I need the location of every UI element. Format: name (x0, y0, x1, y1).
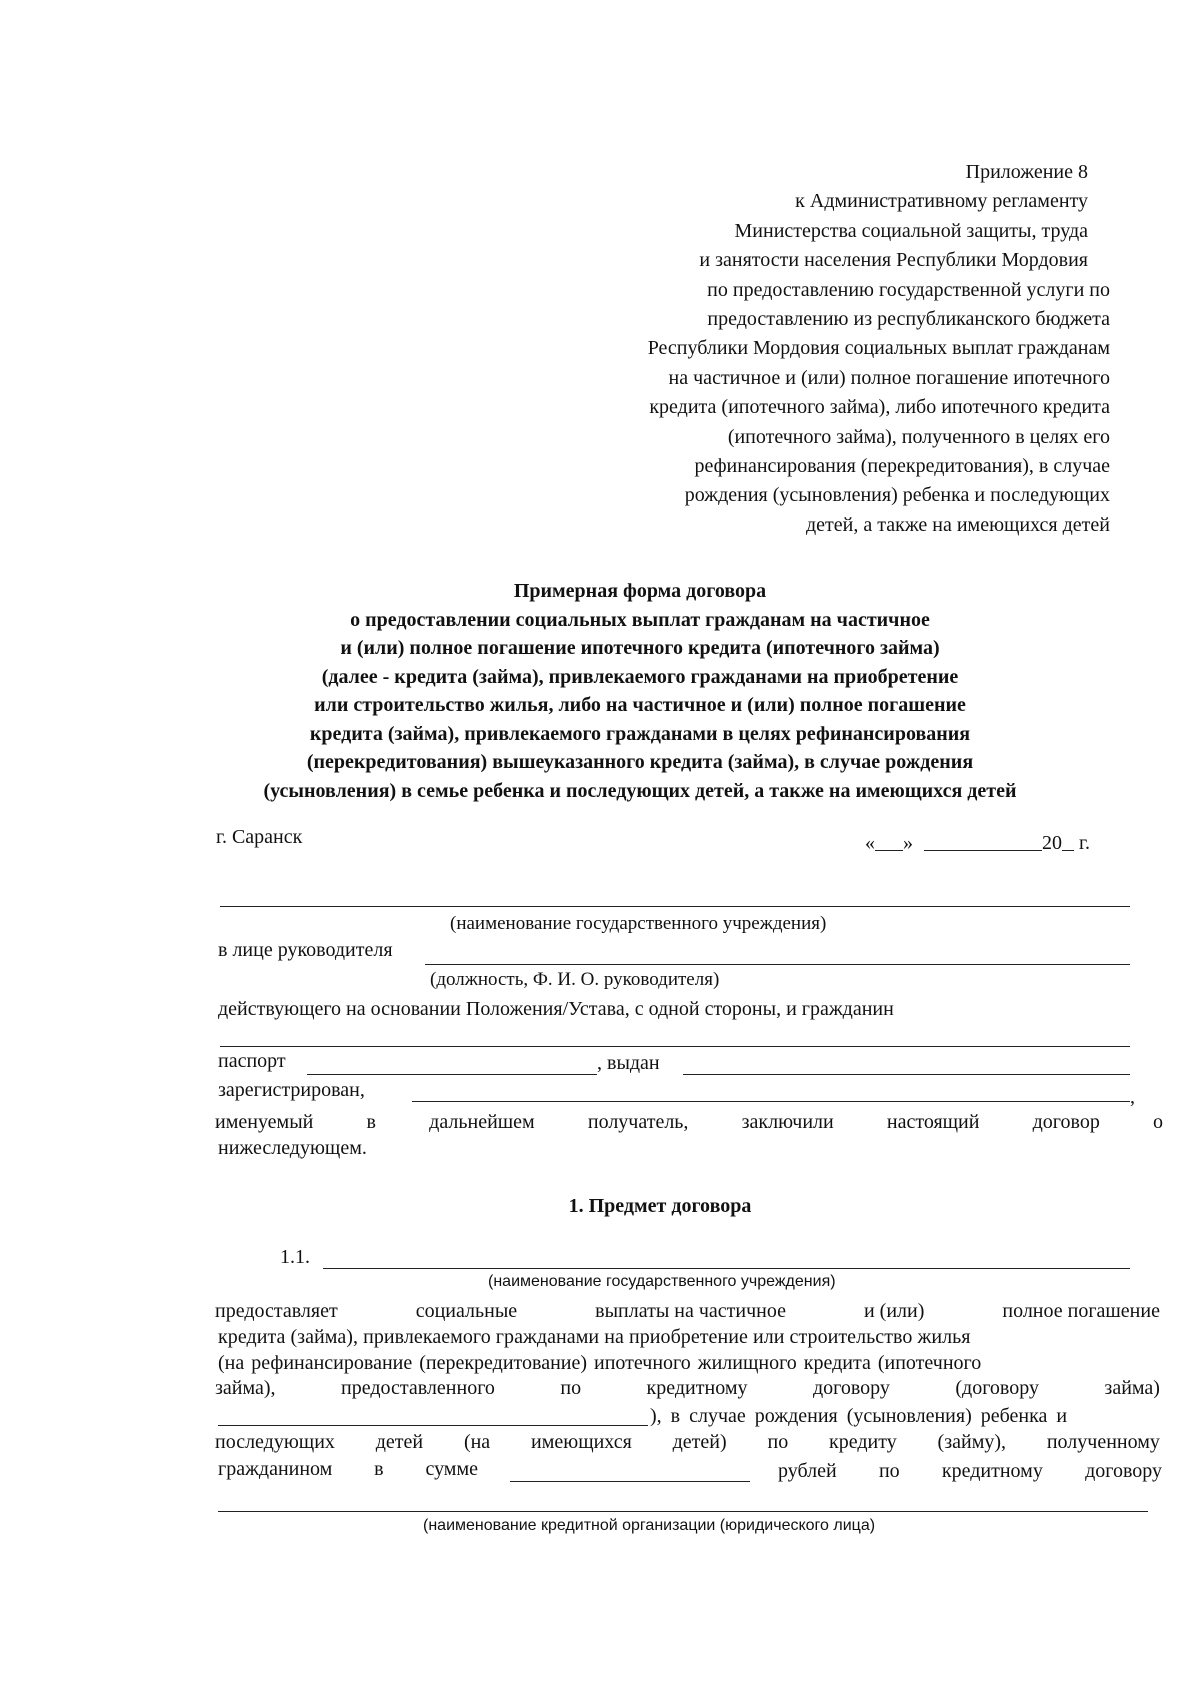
item-word: кредиту (829, 1431, 897, 1453)
appendix-line: рождения (усыновления) ребенка и последующих (684, 484, 1110, 507)
item-line-4 (215, 1377, 1160, 1400)
date-field[interactable] (865, 832, 1090, 855)
item-word: выплаты на частичное (595, 1300, 786, 1322)
item-word: кредитному (941, 1460, 1043, 1482)
title-line: о предоставлении социальных выплат гражданам на частичное (350, 608, 930, 631)
item-line-2: кредита (займа), привлекаемого гражданами на приобретение или строительство жилья (218, 1326, 971, 1348)
item-line-1 (215, 1300, 1160, 1323)
title-line: (перекредитования) вышеуказанного кредита (займа), в случае рождения (306, 751, 974, 773)
appendix-line: рефинансирования (перекредитования), в случае (694, 455, 1110, 478)
named-end: нижеследующем. (218, 1137, 367, 1159)
item-word: сумме (425, 1458, 478, 1480)
place-label: г. Саранск (216, 826, 303, 848)
item-word: (договору (955, 1377, 1039, 1399)
comma-mark: , (1130, 1086, 1135, 1108)
item-line-6 (215, 1431, 1160, 1454)
named-word: дальнейшем (429, 1111, 535, 1133)
passport-label: паспорт (218, 1050, 286, 1072)
title-line: или строительство жилья, либо на частичное и (или) полное погашение (314, 694, 966, 716)
appendix-line: Приложение 8 (965, 161, 1088, 183)
named-word: заключили (741, 1111, 834, 1133)
item-word: рублей (778, 1460, 837, 1482)
item-word: полное погашение (1002, 1300, 1160, 1322)
bank-caption: (наименование кредитной организации (юридического лица) (423, 1517, 876, 1534)
item-word: гражданином (218, 1458, 333, 1480)
section-heading: 1. Предмет договора (568, 1195, 752, 1217)
title-line: (далее - кредита (займа), привлекаемого гражданами на приобретение (321, 665, 959, 688)
issued-label: , выдан (597, 1052, 660, 1074)
named-word: о (1152, 1111, 1163, 1133)
item-word: предоставляет (215, 1300, 338, 1322)
issued-blank[interactable] (683, 1074, 1130, 1075)
item-word: займа), (215, 1377, 276, 1399)
item-line-3: (на рефинансирование (перекредитование) ипотечного жилищного кредита (ипотечного (218, 1352, 982, 1374)
item-line-5: ), в случае рождения (усыновления) ребенка и (650, 1405, 1068, 1427)
item-word: по (560, 1377, 582, 1399)
institution-blank[interactable] (220, 906, 1130, 907)
item-word: по (878, 1460, 900, 1482)
appendix-line: предоставлению из республиканского бюджета (707, 308, 1110, 331)
year-prefix: 20 (1042, 832, 1062, 854)
title-line: кредита (займа), привлекаемого гражданами в целях рефинансирования (309, 722, 971, 745)
item-word: договору (812, 1377, 890, 1399)
named-word: именуемый (215, 1111, 314, 1133)
item-word: в (374, 1458, 384, 1480)
appendix-line: (ипотечного займа), полученного в целях его (727, 425, 1110, 448)
item-line-7-start (218, 1458, 478, 1481)
item-word: по (767, 1431, 789, 1453)
item-number: 1.1. (280, 1246, 310, 1268)
item-institution-blank[interactable] (323, 1268, 1130, 1269)
acting-text: действующего на основании Положения/Устава, с одной стороны, и гражданин (218, 998, 894, 1020)
institution-caption: (наименование государственного учреждения) (450, 913, 827, 934)
appendix-line: детей, а также на имеющихся детей (806, 513, 1110, 536)
named-word: настоящий (886, 1111, 980, 1133)
item-word: имеющихся (531, 1431, 632, 1453)
title-line: Примерная форма договора (513, 580, 767, 602)
date-close-quote: » (903, 832, 913, 854)
item-word: социальные (415, 1300, 518, 1322)
head-blank[interactable] (425, 964, 1130, 965)
appendix-line: на частичное и (или) полное погашение ипотечного (668, 366, 1110, 389)
named-line (215, 1111, 1163, 1134)
registered-label: зарегистрирован, (218, 1079, 365, 1101)
item-word: детей) (672, 1431, 727, 1453)
appendix-line: Министерства социальной защиты, труда (734, 219, 1088, 242)
item-institution-caption: (наименование государственного учреждения) (488, 1273, 836, 1290)
year-suffix: г. (1079, 832, 1090, 854)
item-word: (займу), (937, 1431, 1007, 1453)
head-caption: (должность, Ф. И. О. руководителя) (430, 969, 720, 990)
item-word: детей (375, 1431, 424, 1453)
named-word: договор (1032, 1111, 1100, 1133)
appendix-line: и занятости населения Республики Мордовия (699, 249, 1088, 272)
bank-blank[interactable] (218, 1511, 1148, 1512)
named-word: получатель, (587, 1111, 689, 1133)
item-line-7-end (778, 1460, 1162, 1483)
appendix-line: Республики Мордовия социальных выплат гражданам (647, 337, 1110, 360)
item-word: последующих (215, 1431, 335, 1453)
item-word: предоставленного (341, 1377, 495, 1399)
item-word: полученному (1046, 1431, 1160, 1453)
registered-blank[interactable] (412, 1101, 1130, 1102)
passport-blank[interactable] (307, 1074, 597, 1075)
title-line: (усыновления) в семье ребенка и последующих детей, а также на имеющихся детей (263, 779, 1017, 802)
named-word: в (366, 1111, 376, 1133)
item-word: кредитному (646, 1377, 748, 1399)
appendix-line: по предоставлению государственной услуги по (707, 278, 1110, 301)
sum-blank[interactable] (510, 1481, 750, 1482)
credit-agreement-blank[interactable] (218, 1425, 648, 1426)
citizen-blank[interactable] (220, 1046, 1130, 1047)
head-label: в лице руководителя (218, 939, 393, 961)
date-open-quote: « (865, 832, 875, 854)
title-line: и (или) полное погашение ипотечного кредита (ипотечного займа) (340, 637, 940, 659)
item-word: займа) (1104, 1377, 1160, 1399)
appendix-header (560, 158, 1140, 540)
item-word: и (или) (863, 1300, 925, 1322)
item-word: (на (463, 1431, 491, 1453)
item-word: договору (1085, 1460, 1162, 1482)
appendix-line: к Административному регламенту (795, 190, 1088, 213)
appendix-line: кредита (ипотечного займа), либо ипотечного кредита (649, 396, 1110, 419)
document-title (180, 577, 1140, 805)
